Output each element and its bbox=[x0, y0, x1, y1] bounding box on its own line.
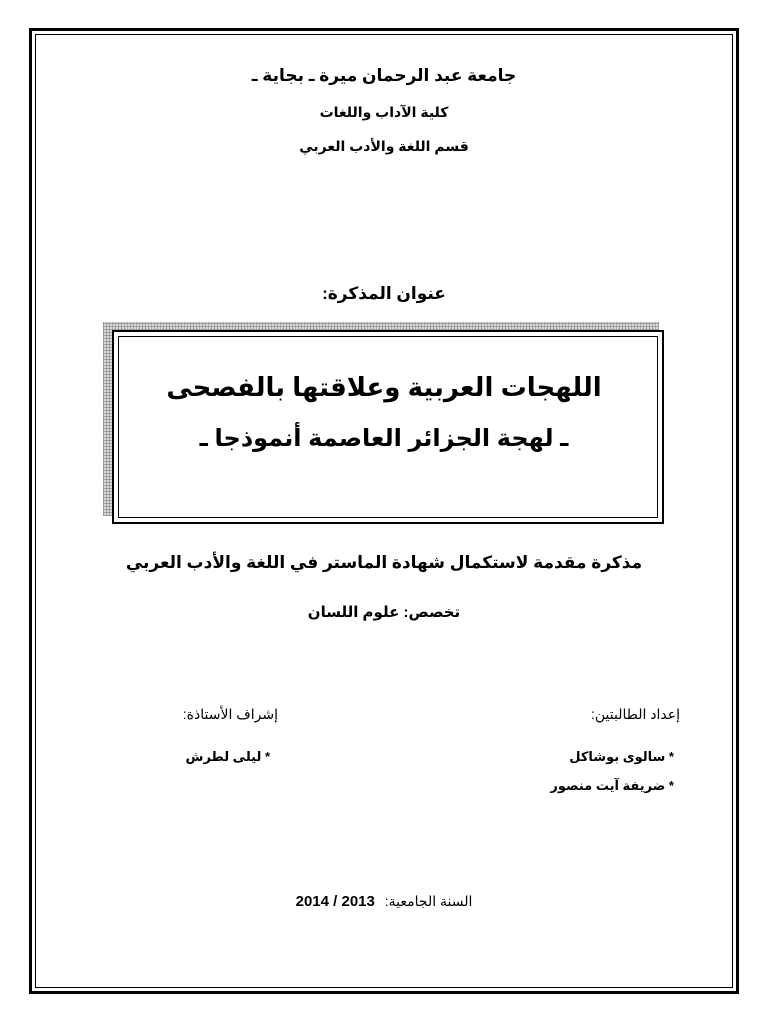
supervisor-label: إشراف الأستاذة: bbox=[182, 706, 278, 722]
memo-title-main: اللهجات العربية وعلاقتها بالفصحى bbox=[166, 372, 602, 402]
degree-description: مذكرة مقدمة لاستكمال شهادة الماستر في اللغة والأدب العربي bbox=[125, 553, 643, 572]
academic-year-value: 2014 / 2013 bbox=[295, 893, 375, 910]
department-name: قسم اللغة والأدب العربي bbox=[299, 138, 469, 154]
academic-year bbox=[0, 893, 768, 910]
faculty-name: كلية الآداب واللغات bbox=[319, 104, 449, 120]
academic-year-label: السنة الجامعية: bbox=[384, 893, 473, 909]
memo-title-label: عنوان المذكرة: bbox=[322, 284, 446, 303]
prepared-by-label: إعداد الطالبتين: bbox=[591, 706, 680, 722]
specialty: تخصص: علوم اللسان bbox=[307, 604, 461, 621]
supervisor-name: * ليلى لطرش bbox=[185, 749, 270, 764]
memo-title-subtitle: ـ لهجة الجزائر العاصمة أنموذجا ـ bbox=[199, 425, 569, 452]
university-name: جامعة عبد الرحمان ميرة ـ بجاية ـ bbox=[251, 66, 517, 85]
student-name: * ضريفة آيت منصور bbox=[550, 778, 674, 793]
student-name: * سالوى بوشاكل bbox=[569, 749, 674, 764]
